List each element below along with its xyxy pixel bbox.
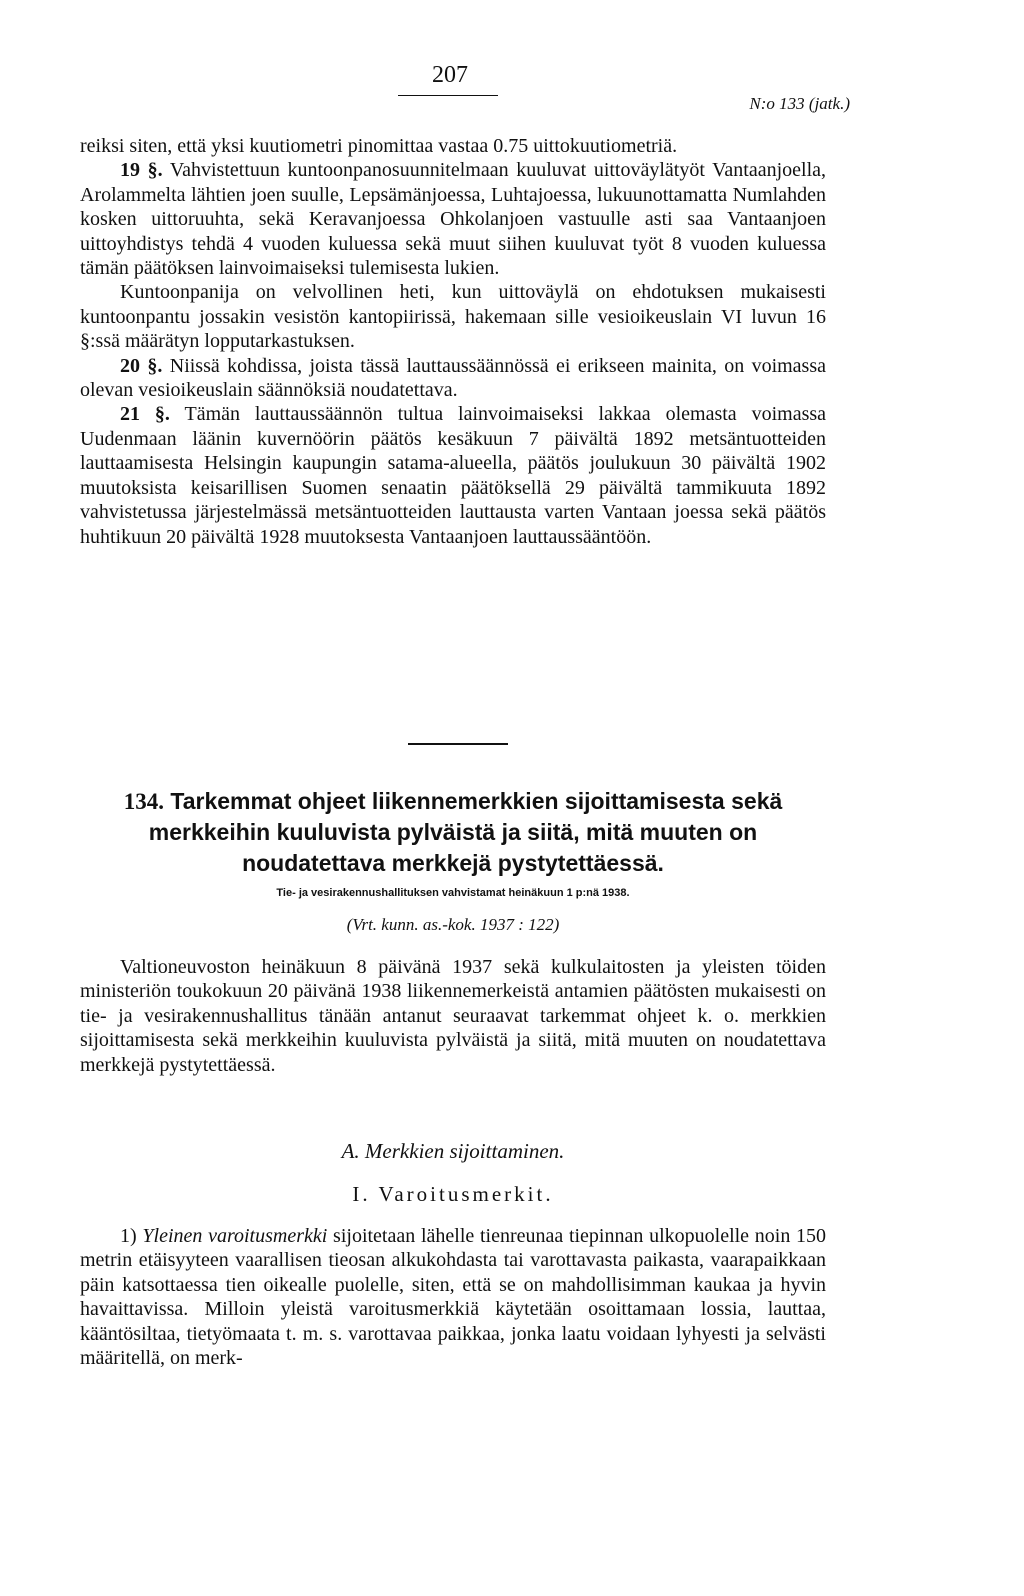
continuation-text [80,134,826,549]
item-text [80,1224,826,1370]
section-20 [80,354,826,403]
item-term: Yleinen varoitusmerkki [142,1225,328,1247]
paragraph: Kuntoonpanija on velvollinen heti, kun uittoväylä on ehdotuksen mukaisesti kuntoonpantu jossakin vesistön kantopiirissä, hakemaan sille vesioikeuslain VI luvun 16 §:ssä määrätyn lopputarkastuksen. [80,281,826,353]
section-heading-number: 134. [123,789,164,814]
paragraph: Valtioneuvoston heinäkuun 8 päivänä 1937 sekä kulkulaitosten ja yleisten töiden ministeriön toukokuun 20 päivänä 1938 liikennemerkeistä antamien päätösten mukaisesti on tie- ja vesirakennushallitus tänään antanut seuraavat tarkemmat ohjeet k. o. merkkien sijoittamisesta sekä merkkeihin kuuluvista pylväistä ja siitä, mitä muuten on noudatettava merkkejä pystytettäessä. [80,956,826,1076]
section-text: Tämän lauttaussäännön tultua lainvoimaiseksi lakkaa olemasta voimassa Uudenmaan läänin kuvernöörin päätös kesäkuun 7 päivältä 1892 metsäntuotteiden lauttaamisesta Helsingin kaupungin satama-alueella, päätös joulukuun 30 päivältä 1902 muutoksista keisarillisen Suomen senaatin päätöksellä 29 päivältä tammikuuta 1892 vahvistetussa järjestelmässä metsäntuotteiden lauttausta varten Vantaan joessa sekä päätös huhtikuun 20 päivältä 1928 muutoksesta Vantaanjoen lauttaussääntöön. [80,403,827,548]
section-19 [80,158,826,280]
section-text: Niissä kohdissa, joista tässä lauttaussäännössä ei erikseen mainita, on voimassa olevan vesioikeuslain säännöksiä noudatettava. [80,354,826,402]
running-head: N:o 133 (jatk.) [749,94,850,113]
section-heading-title: Tarkemmat ohjeet liikennemerkkien sijoittamisesta sekä merkkeihin kuuluvista pylväistä ja siitä, mitä muuten on noudatettava merkkejä pystytettäessä. [148,788,783,876]
item-body: sijoitetaan lähelle tienreunaa tiepinnan ulkopuolelle noin 150 metrin etäisyyteen vaarallisen tieosan alkukohdasta tai varottavasta paikasta, vaarapaikkaan päin katsottaessa tien oikealle puolelle, siten, että se on mahdollisimman kaukaa ja hyvin havaittavissa. Milloin yleistä varoitusmerkkiä käytetään osoittamaan lossia, lauttaa, kääntösiltaa, tietyömaata t. m. s. varottavaa paikkaa, jonka laatu voidaan lyhyesti ja selvästi määritellä, on merk- [80,1225,827,1370]
item-number: 1) [120,1225,137,1247]
section-heading [80,786,826,879]
section-divider [408,743,508,745]
section-text: Vahvistettuun kuntoonpanosuunnitelmaan kuuluvat uittoväylätyöt Vantaanjoella, Arolammelta lähtien joen suulle, Lepsämänjoessa, Luhtajoessa, lukuunottamatta Numlahden kosken uittoruuhta, sekä Keravanjoessa Ohkolanjoen vastuulle asti saa Vantaanjoen uittoyhdistys tehdä 4 vuoden kuluessa sekä muut siihen kuuluvat työt 8 vuoden kuluessa tämän päätöksen lainvoimaiseksi tulemisesta lukien. [80,159,827,280]
section-21 [80,402,826,548]
page-header [0,60,1024,130]
sub-heading: A. Merkkien sijoittaminen. [341,1139,565,1163]
group-heading: I. Varoitusmerkit. [352,1182,554,1206]
intro-text [80,955,826,1077]
section-number: 19 §. [120,159,163,182]
header-rule [398,95,498,96]
paragraph: reiksi siten, että yksi kuutiometri pinomittaa vastaa 0.75 uittokuutiometriä. [80,135,678,157]
section-number: 20 §. [120,354,163,377]
list-item [80,1224,826,1370]
decision-line: Tie- ja vesirakennushallituksen vahvistamat heinäkuun 1 p:nä 1938. [276,887,630,899]
reference-note: (Vrt. kunn. as.-kok. 1937 : 122) [346,915,560,934]
section-number: 21 §. [120,403,170,426]
page-number: 207 [432,62,468,88]
